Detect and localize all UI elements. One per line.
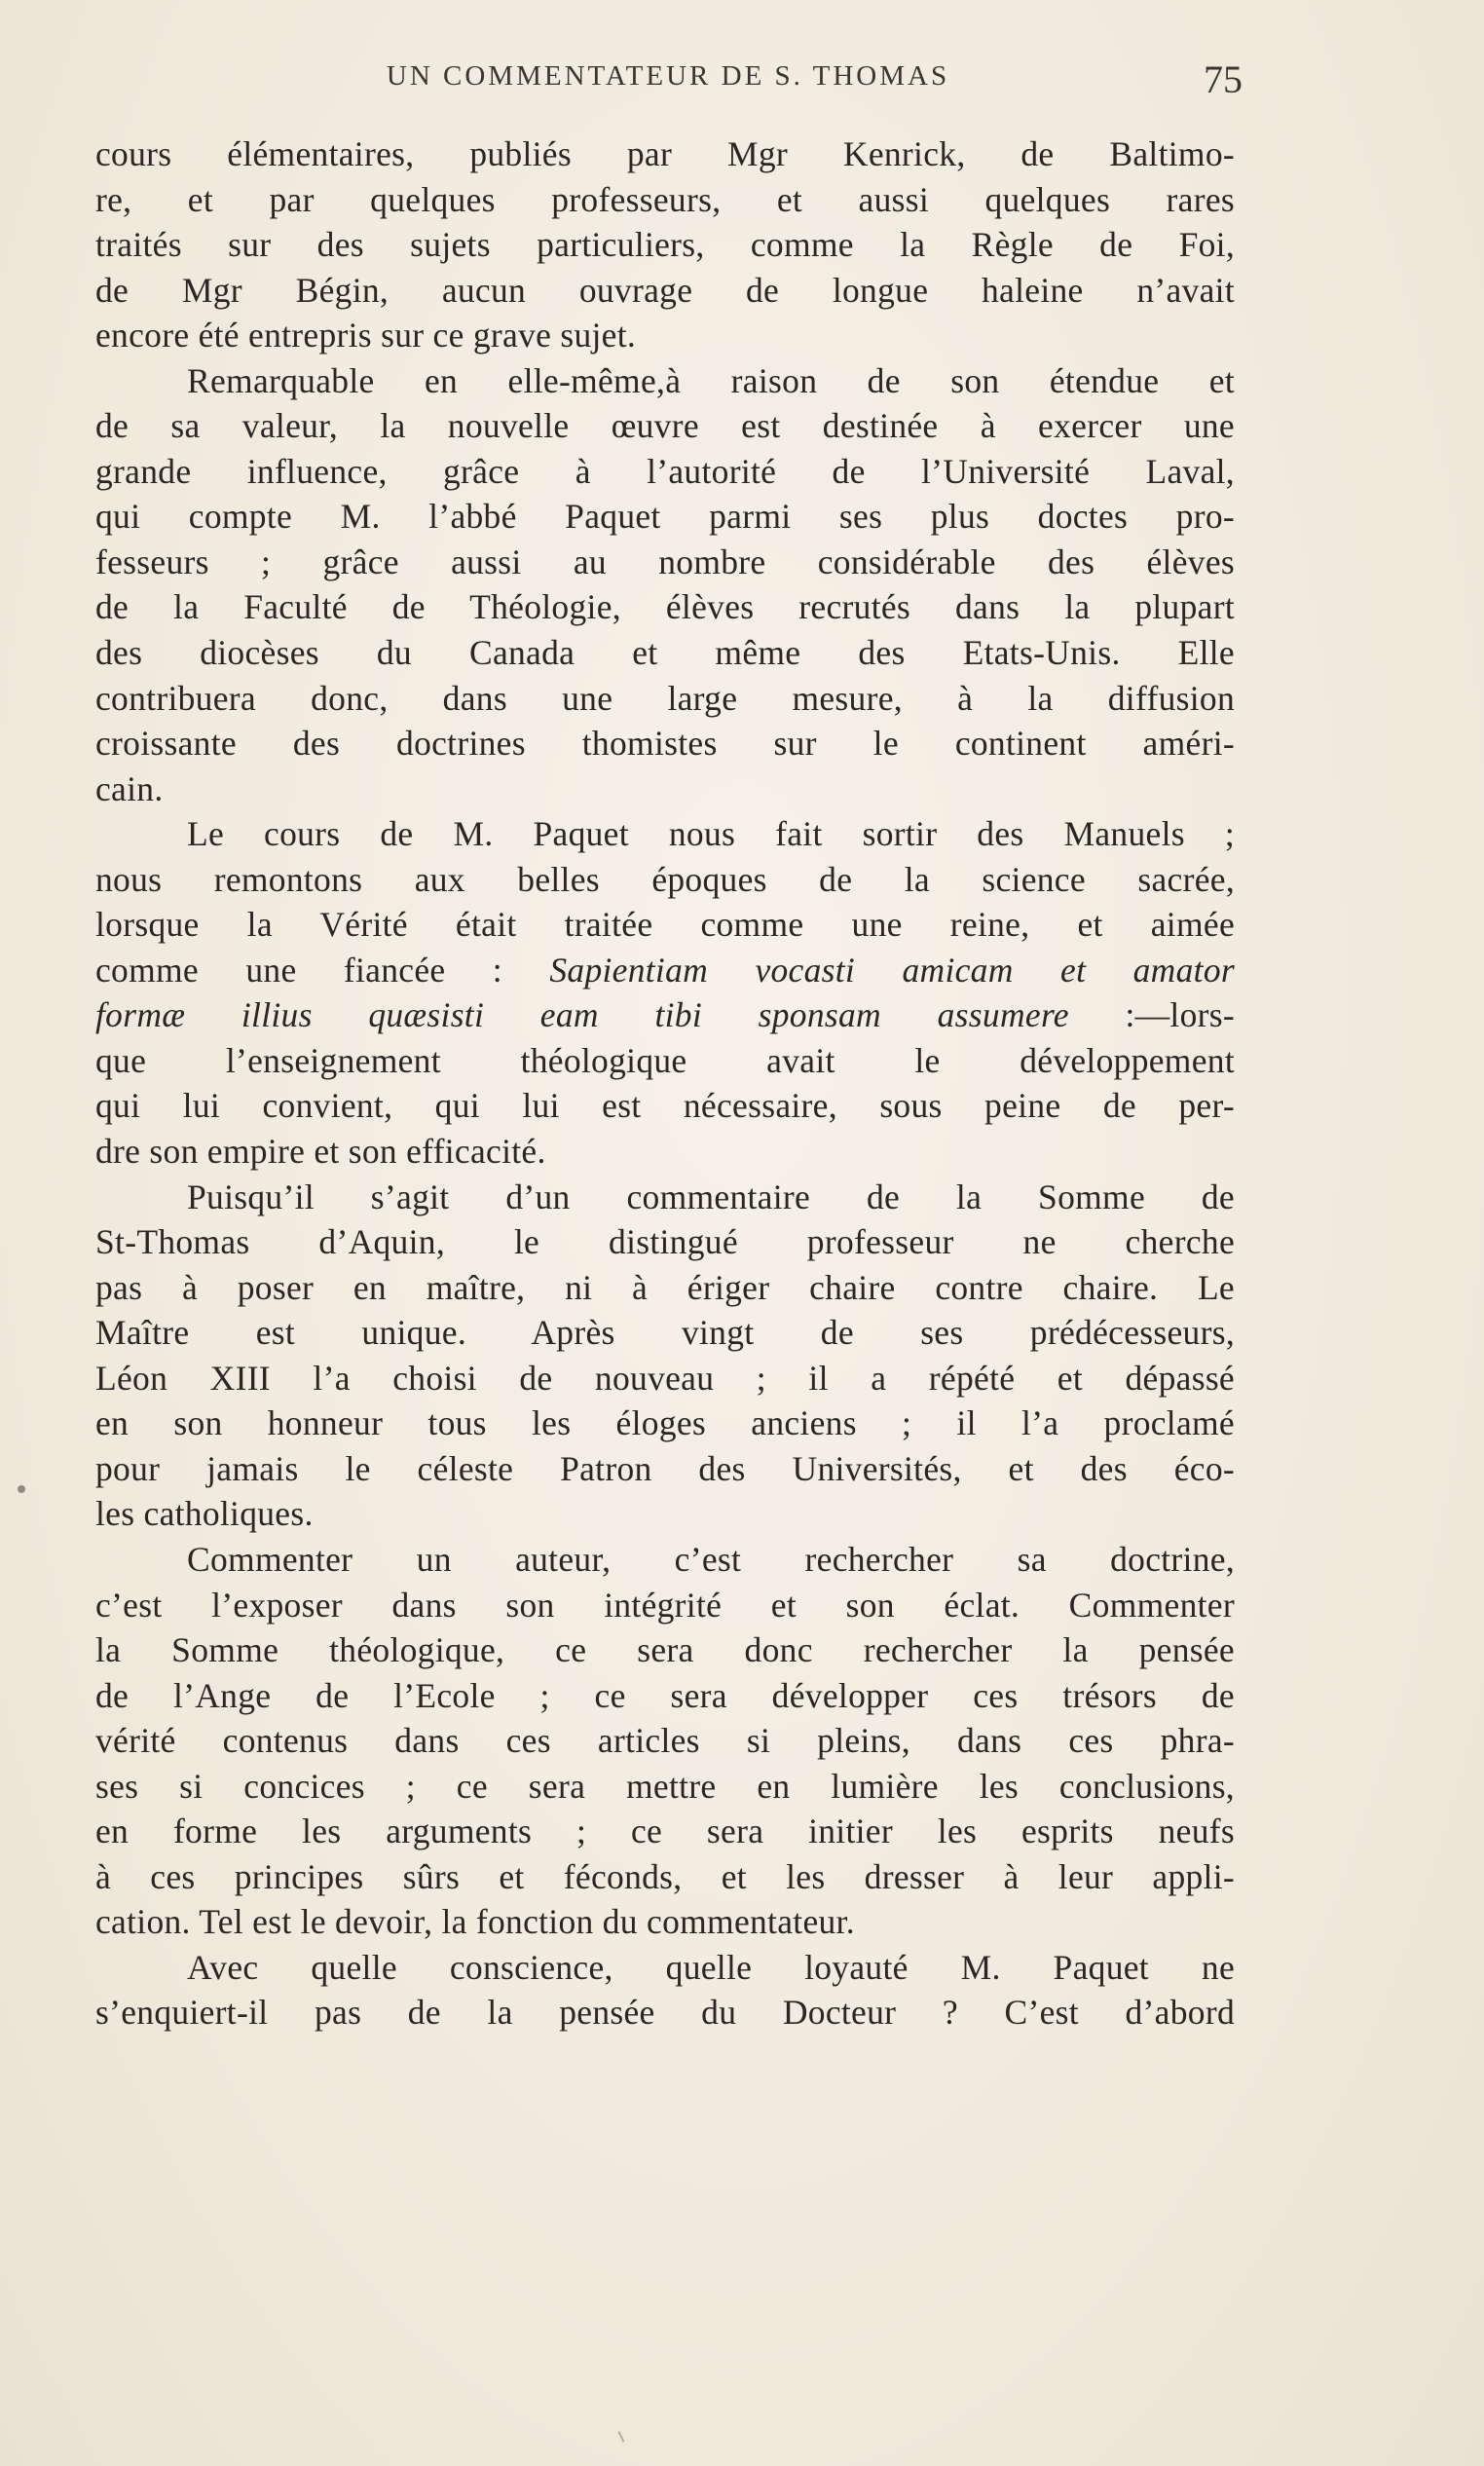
text-line: Avec quelle conscience, quelle loyauté M. Paquet ne bbox=[187, 1947, 1235, 1987]
text-line: de l’Ange de l’Ecole ; ce sera développer ces trésors de bbox=[95, 1675, 1235, 1715]
text-line: les catholiques. bbox=[95, 1494, 314, 1534]
ink-mark bbox=[618, 2431, 625, 2443]
text-line: dre son empire et son efficacité. bbox=[95, 1132, 546, 1172]
text-line: des diocèses du Canada et même des Etats-Unis. Elle bbox=[95, 633, 1235, 673]
running-head-title: UN COMMENTATEUR DE S. THOMAS bbox=[386, 60, 950, 92]
text-line: nous remontons aux belles époques de la science sacrée, bbox=[95, 859, 1235, 899]
text-line: Maître est unique. Après vingt de ses prédécesseurs, bbox=[95, 1313, 1235, 1353]
page-number: 75 bbox=[1204, 57, 1243, 101]
text-line: de Mgr Bégin, aucun ouvrage de longue haleine n’avait bbox=[95, 270, 1235, 310]
text-line: cain. bbox=[95, 768, 164, 808]
text-line: pas à poser en maître, ni à ériger chaire contre chaire. Le bbox=[95, 1267, 1235, 1307]
text-line: re, et par quelques professeurs, et aussi quelques rares bbox=[95, 179, 1235, 219]
text-line: que l’enseignement théologique avait le développement bbox=[95, 1040, 1235, 1080]
text-line: qui lui convient, qui lui est nécessaire, sous peine de per- bbox=[95, 1086, 1235, 1126]
text-line: en son honneur tous les éloges anciens ; il l’a proclamé bbox=[95, 1403, 1235, 1443]
text-line: ses si concices ; ce sera mettre en lumière les conclusions, bbox=[95, 1766, 1235, 1806]
text-line: Puisqu’il s’agit d’un commentaire de la Somme de bbox=[187, 1177, 1235, 1216]
text-line: lorsque la Vérité était traitée comme une reine, et aimée bbox=[95, 905, 1235, 945]
text-line: Le cours de M. Paquet nous fait sortir des Manuels ; bbox=[187, 814, 1235, 854]
text-line: c’est l’exposer dans son intégrité et son éclat. Commenter bbox=[95, 1585, 1235, 1625]
text-line: St-Thomas d’Aquin, le distingué professeur ne cherche bbox=[95, 1222, 1235, 1262]
text-line: contribuera donc, dans une large mesure, à la diffusion bbox=[95, 678, 1235, 718]
text-line: qui compte M. l’abbé Paquet parmi ses plus doctes pro- bbox=[95, 497, 1235, 537]
text-line: encore été entrepris sur ce grave sujet. bbox=[95, 316, 637, 355]
text-line: traités sur des sujets particuliers, comme la Règle de Foi, bbox=[95, 225, 1235, 265]
text-line: fesseurs ; grâce aussi au nombre considérable des élèves bbox=[95, 542, 1235, 581]
text-segment: comme une fiancée : bbox=[95, 950, 550, 990]
text-line: la Somme théologique, ce sera donc rechercher la pensée bbox=[95, 1630, 1235, 1670]
latin-quote: Sapientiam vocasti amicam et amator bbox=[549, 950, 1235, 990]
text-line bbox=[95, 992, 1235, 1038]
ink-speck bbox=[18, 1485, 25, 1493]
text-line: Léon XIII l’a choisi de nouveau ; il a répété et dépassé bbox=[95, 1358, 1235, 1398]
text-line: croissante des doctrines thomistes sur le continent améri- bbox=[95, 724, 1235, 764]
text-line: de la Faculté de Théologie, élèves recrutés dans la plupart bbox=[95, 587, 1235, 627]
text-segment: :—lors- bbox=[1068, 995, 1235, 1035]
latin-quote: formæ illius quæsisti eam tibi sponsam assumere bbox=[95, 995, 1069, 1035]
text-line: à ces principes sûrs et féconds, et les dresser à leur appli- bbox=[95, 1856, 1235, 1896]
body-text bbox=[95, 131, 1235, 2036]
text-line: Commenter un auteur, c’est rechercher sa doctrine, bbox=[187, 1539, 1235, 1579]
text-line: grande influence, grâce à l’autorité de l’Université Laval, bbox=[95, 451, 1235, 491]
text-line: en forme les arguments ; ce sera initier les esprits neufs bbox=[95, 1812, 1235, 1851]
text-line: s’enquiert-il pas de la pensée du Docteur ? C’est d’abord bbox=[95, 1993, 1235, 2033]
text-line bbox=[95, 948, 1235, 993]
text-line: vérité contenus dans ces articles si pleins, dans ces phra- bbox=[95, 1721, 1235, 1761]
text-line: Remarquable en elle-même,à raison de son étendue et bbox=[187, 360, 1235, 400]
text-line: pour jamais le céleste Patron des Universités, et des éco- bbox=[95, 1448, 1235, 1488]
text-line: cation. Tel est le devoir, la fonction du commentateur. bbox=[95, 1902, 855, 1942]
text-line: cours élémentaires, publiés par Mgr Kenrick, de Baltimo- bbox=[95, 134, 1235, 173]
text-line: de sa valeur, la nouvelle œuvre est destinée à exercer une bbox=[95, 406, 1235, 446]
running-head bbox=[93, 57, 1243, 119]
